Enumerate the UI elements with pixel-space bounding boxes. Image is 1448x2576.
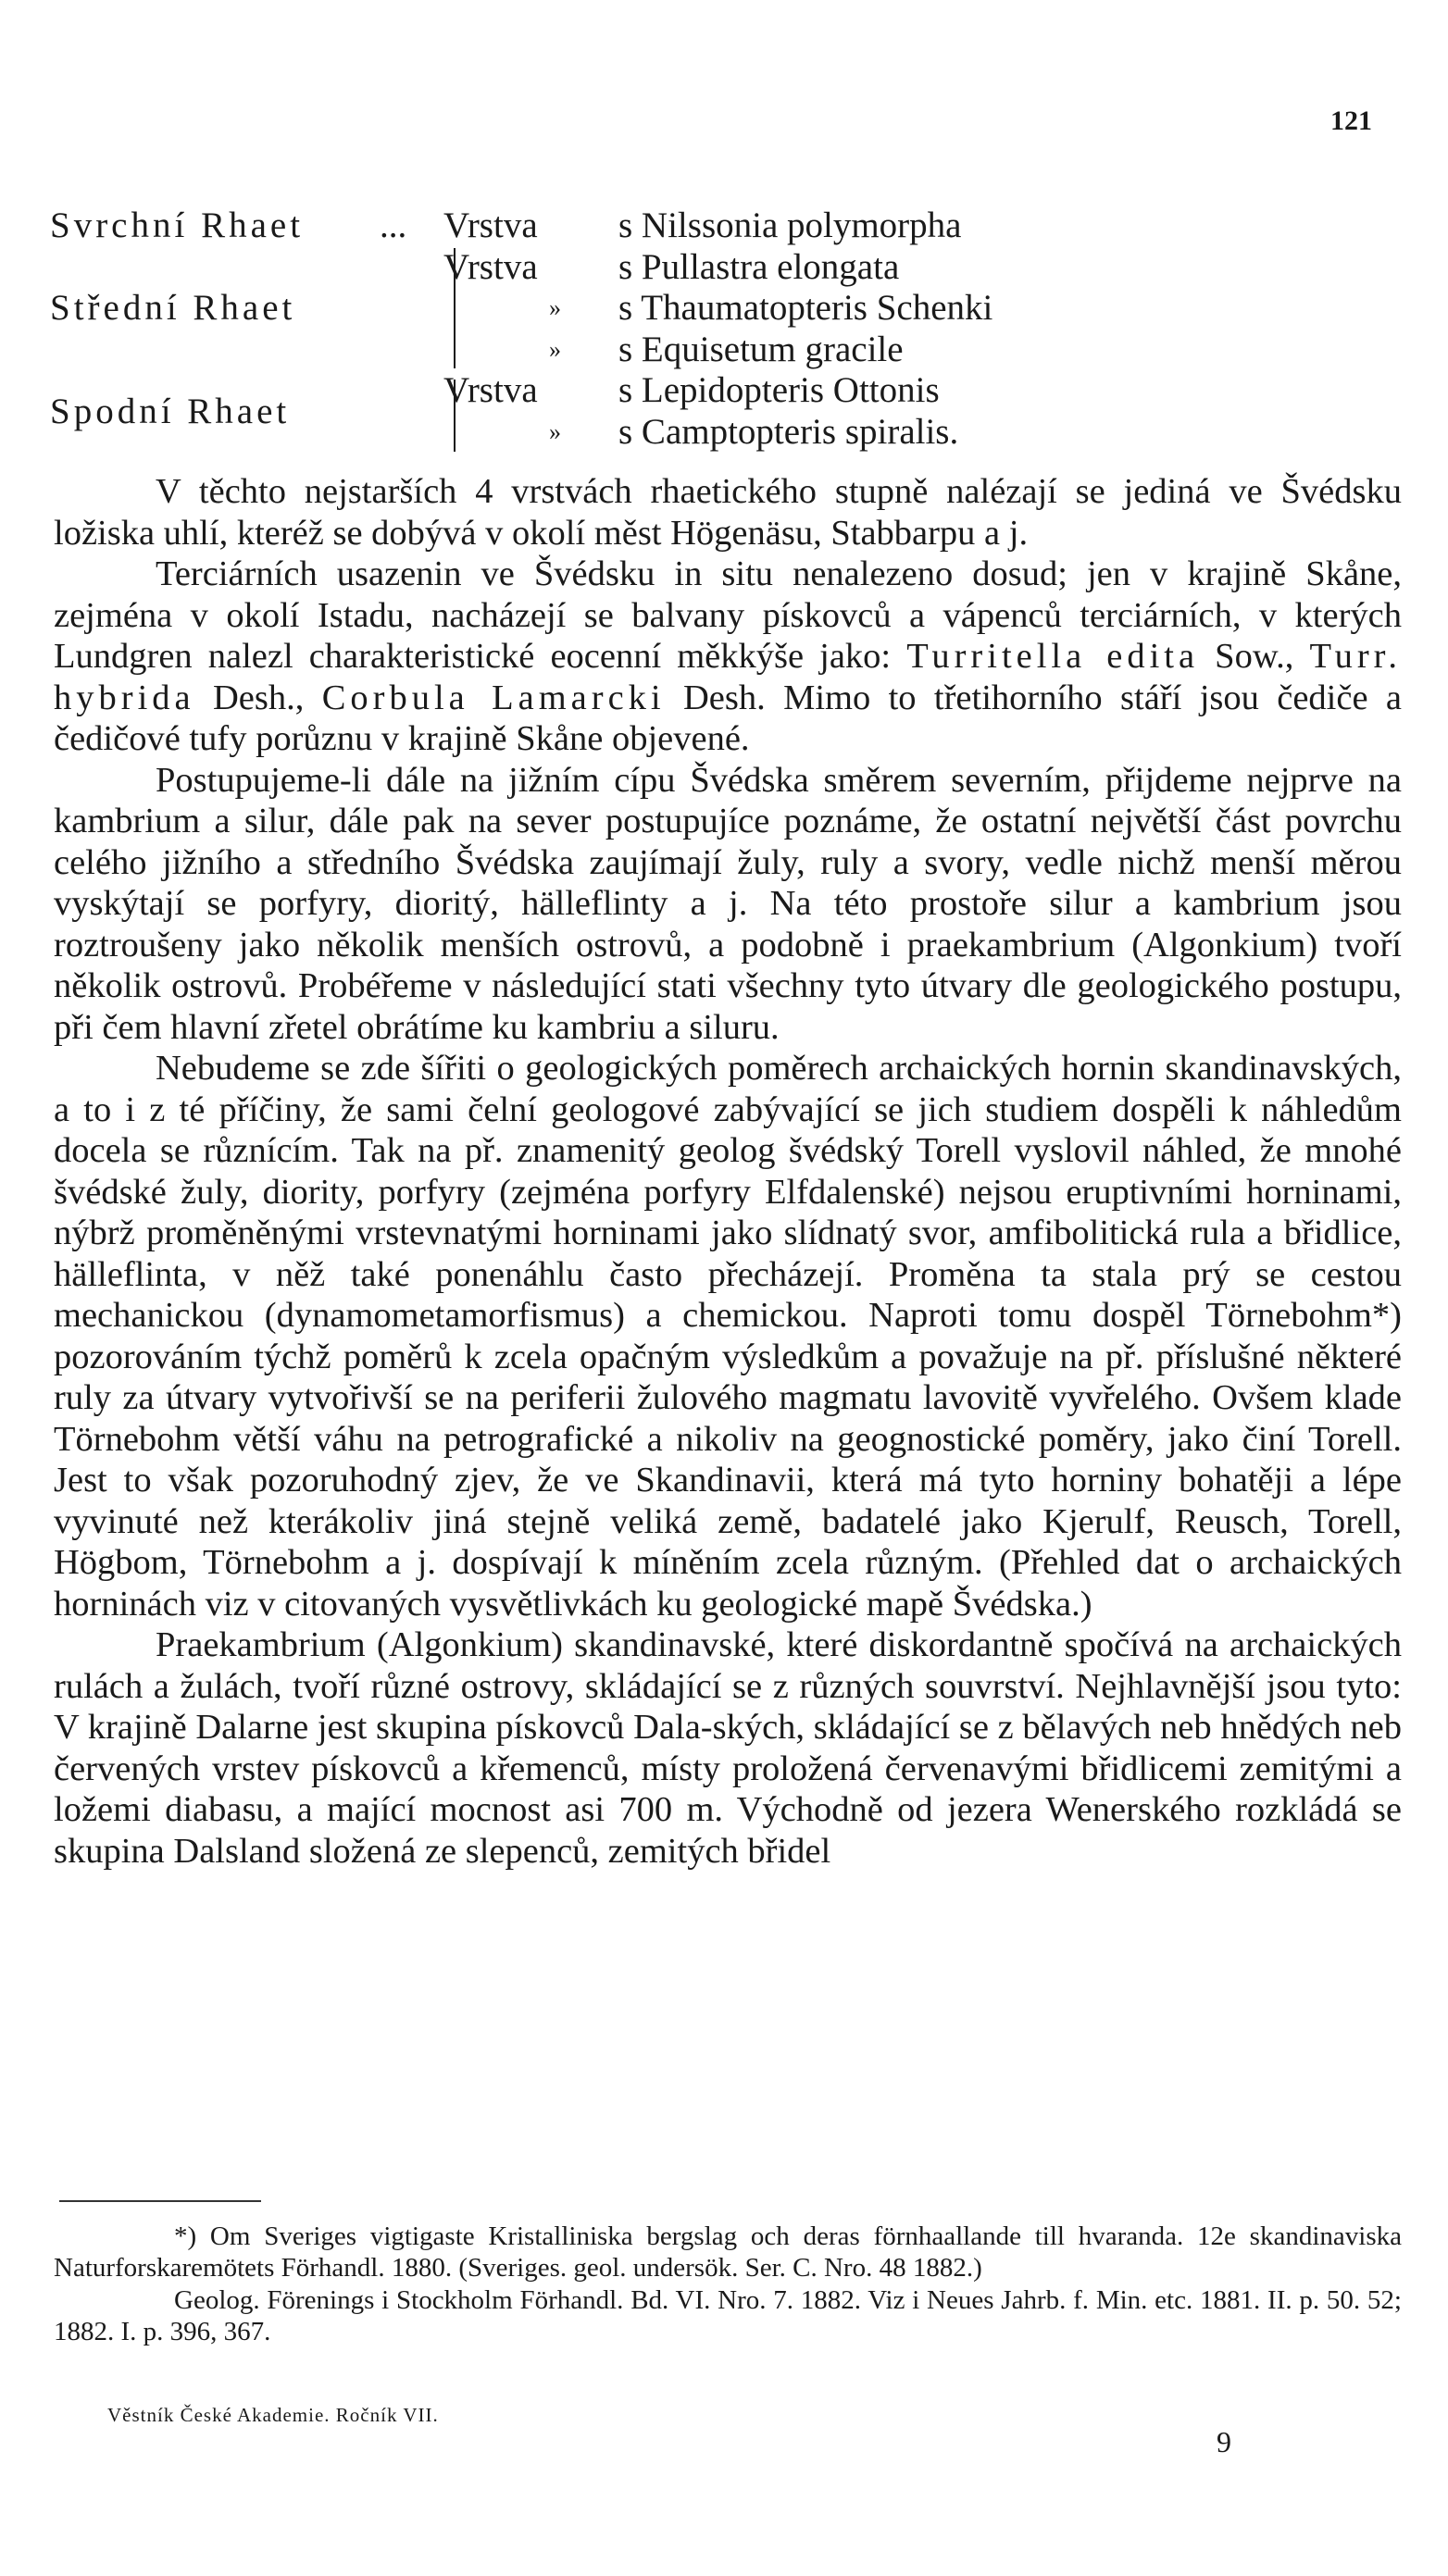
species-name: Corbula Lamarcki bbox=[321, 678, 666, 717]
brace-middle-rhaet bbox=[454, 248, 463, 368]
journal-footer: Věstník České Akademie. Ročník VII. bbox=[107, 2404, 439, 2426]
strata-row bbox=[50, 247, 1068, 289]
body-text bbox=[54, 471, 1402, 1872]
text-run: Sow., bbox=[1199, 637, 1310, 676]
strata-row bbox=[50, 391, 1068, 454]
strata-species: s Equisetum gracile bbox=[618, 329, 904, 369]
footnote-divider bbox=[59, 2200, 261, 2202]
strata-name: Střední Rhaet bbox=[50, 288, 296, 328]
species-name: Turr. hybrida bbox=[54, 637, 1402, 717]
footnotes bbox=[54, 2221, 1402, 2349]
strata-species: s Camptopteris spiralis. bbox=[618, 411, 959, 452]
text-run: Desh. Mimo to třetihorního stáří jsou čediče a čedičové tufy porůznu v krajině Skåne objevené. bbox=[54, 678, 1402, 758]
strata-name: Svrchní Rhaet bbox=[50, 205, 305, 245]
ditto-mark: » bbox=[549, 417, 561, 445]
text-run: Desh., bbox=[194, 678, 322, 717]
strata-label: Vrstva bbox=[443, 246, 538, 287]
signature-mark: 9 bbox=[1217, 2425, 1231, 2458]
strata-species: s Pullastra elongata bbox=[618, 246, 900, 287]
brace-lower-rhaet bbox=[454, 380, 463, 452]
footnote: *) Om Sveriges vigtigaste Kristalliniska bergslag och deras förnhaallande till hvaranda. 12e skandinaviska Naturforskaremötets Förhandl. 1880. (Sveriges. geol. undersök. Ser. C. Nro. 48 1882.) bbox=[54, 2221, 1402, 2283]
strata-row bbox=[50, 288, 1068, 330]
paragraph: V těchto nejstarších 4 vrstvách rhaetického stupně nalézají se jediná ve Švédsku ložiska uhlí, kteréž se dobývá v okolí měst Högenäsu, Stabbarpu a j. bbox=[54, 472, 1402, 553]
leader-dots: ... bbox=[380, 205, 407, 245]
species-name: Turritella edita bbox=[906, 637, 1200, 676]
page-number: 121 bbox=[1330, 106, 1372, 136]
strata-label: Vrstva bbox=[443, 370, 538, 410]
paragraph: Praekambrium (Algonkium) skandinavské, které diskordantně spočívá na archaických rulách a žulách, tvoří různé ostrovy, skládající se z různých souvrství. Nejhlavnější jsou tyto: V krajině Dalarne jest skupina pískovců Dala-ských, skládající se z bělavých neb hnědých neb červených vrstev pískovců a křemenců, místy proložená červenavými břidlicemi zemitými a ložemi diabasu, a mající mocnost asi 700 m. Východně od jezera Wenerského rozkládá se skupina Dalsland složená ze slepenců, zemitých břidel bbox=[54, 1625, 1402, 1871]
footnote: Geolog. Förenings i Stockholm Förhandl. Bd. VI. Nro. 7. 1882. Viz i Neues Jahrb. f. Min. etc. 1881. II. p. 50. 52; 1882. I. p. 396, 367. bbox=[54, 2285, 1402, 2346]
strata-label: Vrstva bbox=[443, 205, 538, 245]
paragraph: Postupujeme-li dále na jižním cípu Švédska směrem severním, přijdeme nejprve na kambrium a silur, dále pak na sever postupujíce poznáme, že ostatní největší část povrchu celého jižního a středního Švédska zaujímají žuly, ruly a svory, vedle nichž menší měrou vyskýtají se porfyry, dioritý, hälleflinty a j. Na této prostoře silur a kambrium jsou roztroušeny jako několik menších ostrovů, a podobně i praekambrium (Algonkium) tvoří několik ostrovů. Probéřeme v následující stati všechny tyto útvary dle geologického postupu, při čem hlavní zřetel obrátíme ku kambriu a siluru. bbox=[54, 760, 1402, 1047]
strata-name: Spodní Rhaet bbox=[50, 391, 291, 431]
strata-species: s Nilssonia polymorpha bbox=[618, 205, 962, 245]
strata-row bbox=[50, 330, 1068, 371]
ditto-mark: » bbox=[549, 335, 561, 363]
strata-species: s Thaumatopteris Schenki bbox=[618, 288, 993, 328]
rhaet-strata-table bbox=[50, 205, 1068, 453]
text-run: Terciárních usazenin ve Švédsku in situ nenalezeno dosud; jen v krajině Skåne, zejména v okolí Istadu, nacházejí se balvany pískovců a vápenců terciárních, v kterých Lundgren nalezl charakteristické eocenní měkkýše jako: bbox=[54, 554, 1402, 676]
paragraph: Nebudeme se zde šířiti o geologických poměrech archaických hornin skandinavských, a to i z té příčiny, že sami čelní geologové zabývající se jich studiem dospěli k náhledům docela se různícím. Tak na př. znamenitý geolog švédský Torell vyslovil náhled, že mnohé švédské žuly, diority, porfyry (zejména porfyry Elfdalenské) nejsou eruptivními horninami, nýbrž proměněnými vrstevnatými horninami jako slídnatý svor, amfibolitická rula a břidlice, hälleflinta, v něž také ponenáhlu často přecházejí. Proměna ta stala prý se cestou mechanickou (dynamometamorfismus) a chemickou. Naproti tomu dospěl Törnebohm*) pozorováním týchž poměrů k zcela opačným výsledkům a považuje na př. příslušné některé ruly za útvary vytvořivší se na periferii žulového magmatu lavovitě vyvřelého. Ovšem klade Törnebohm větší váhu na petrografické a nikoliv na geognostické poměry, jako činí Torell. Jest to však pozoruhodný zjev, že ve Skandinavii, která má tyto horniny bohatěji a lépe vyvinuté než kterákoliv jiná stejně veliká země, badatelé jako Kjerulf, Reusch, Torell, Högbom, Törnebohm a j. dospívají k míněním zcela různým. (Přehled dat o archaických horninách viz v citovaných vysvětlivkách ku geologické mapě Švédska.) bbox=[54, 1049, 1402, 1624]
strata-row bbox=[50, 205, 1068, 247]
strata-species: s Lepidopteris Ottonis bbox=[618, 370, 940, 410]
paragraph bbox=[54, 554, 1402, 760]
ditto-mark: » bbox=[549, 294, 561, 321]
